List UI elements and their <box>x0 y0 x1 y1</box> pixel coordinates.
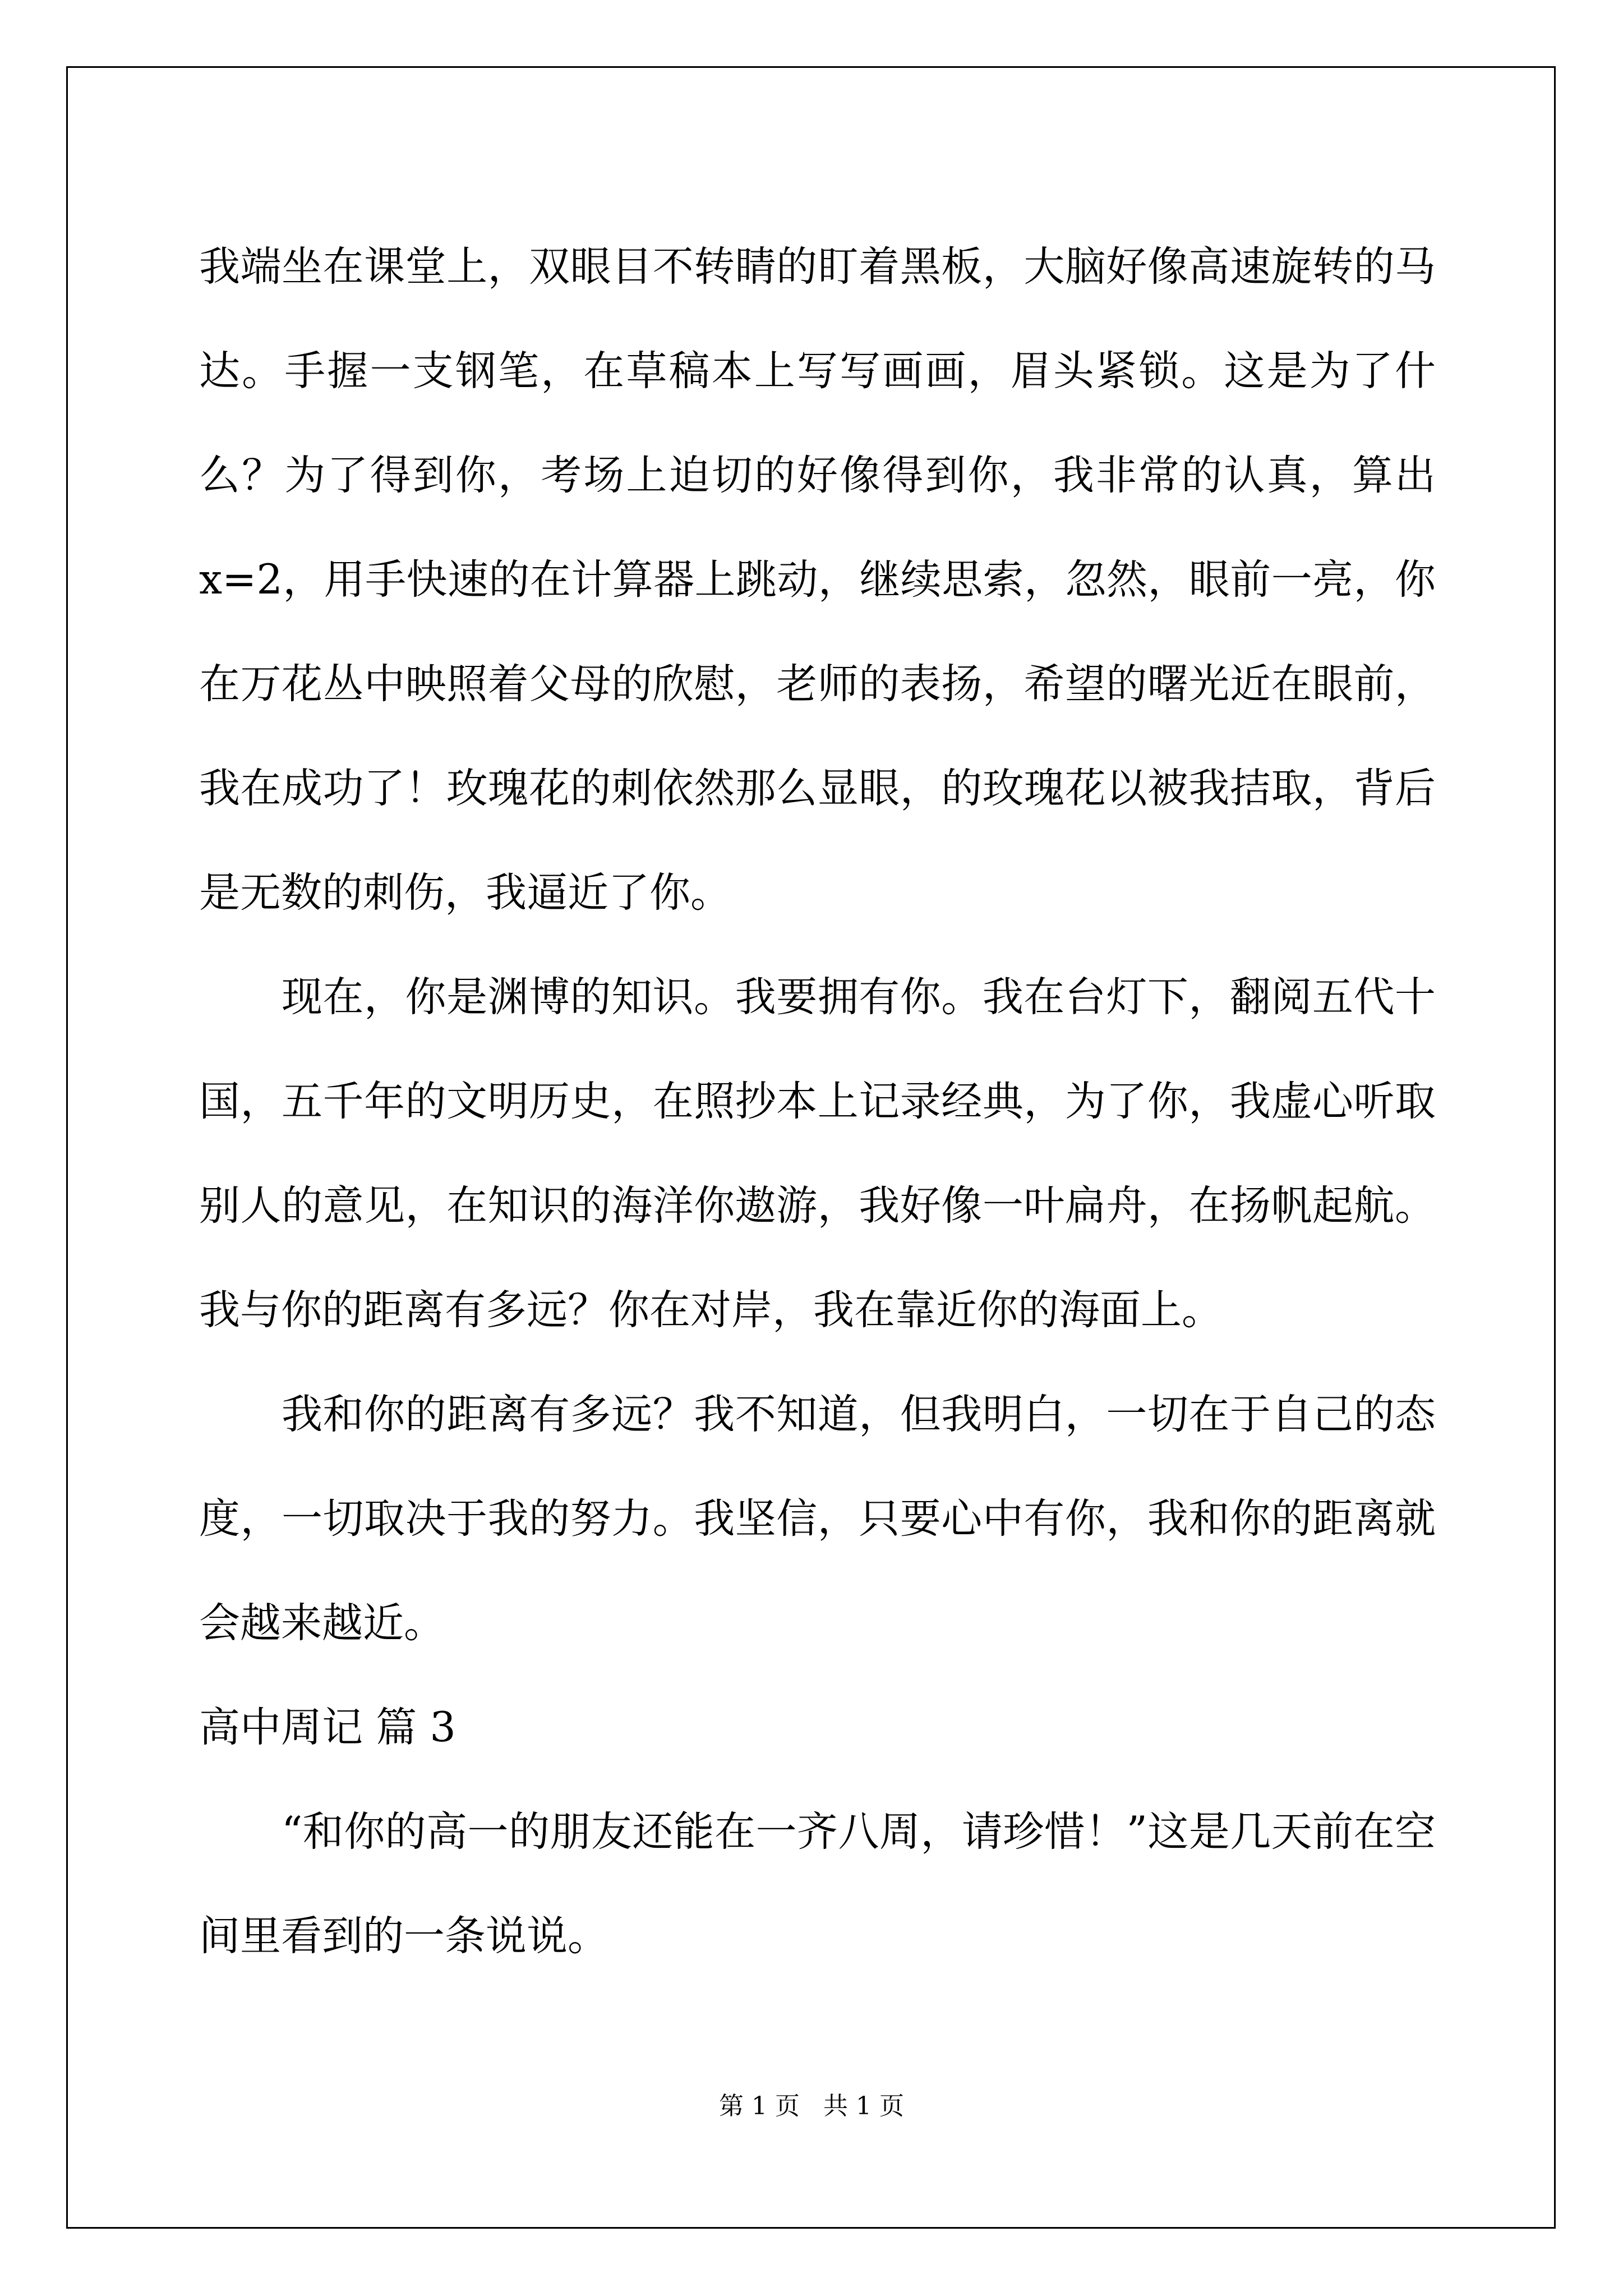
paragraph: 我和你的距离有多远？我不知道，但我明白，一切在于自己的态度，一切取决于我的努力。我坚信，只要心中有你，我和你的距离就会越来越近。 <box>199 1391 1436 1647</box>
page-number: 第 1 页 <box>719 2092 800 2120</box>
section-heading: 高中周记 篇 3 <box>199 1704 456 1751</box>
paragraph: 我端坐在课堂上，双眼目不转睛的盯着黑板，大脑好像高速旋转的马达。手握一支钢笔，在草稿本上写写画画，眉头紧锁。这是为了什么？为了得到你，考场上迫切的好像得到你，我非常的认真，算出 x=2，用手快速的在计算器上跳动，继续思索，忽然，眼前一亮，你在万花丛中映照着父母的欣慰，老师的表扬，希望的曙光近在眼前，我在成功了！玫瑰花的刺依然那么显眼，的玫瑰花以被我拮取，背后是无数的刺伤，我逼近了你。 <box>199 243 1436 917</box>
paragraph: “和你的高一的朋友还能在一齐八周，请珍惜！”这是几天前在空间里看到的一条说说。 <box>199 1808 1436 1960</box>
page-total: 共 1 页 <box>823 2092 904 2120</box>
footer-separator <box>800 2092 823 2120</box>
document-body <box>199 215 1436 1989</box>
page-footer <box>0 2086 1623 2122</box>
paragraph: 现在，你是渊博的知识。我要拥有你。我在台灯下，翻阅五代十国，五千年的文明历史，在照抄本上记录经典，为了你，我虚心听取别人的意见，在知识的海洋你遨游，我好像一叶扁舟，在扬帆起航。我与你的距离有多远？你在对岸，我在靠近你的海面上。 <box>199 973 1436 1334</box>
